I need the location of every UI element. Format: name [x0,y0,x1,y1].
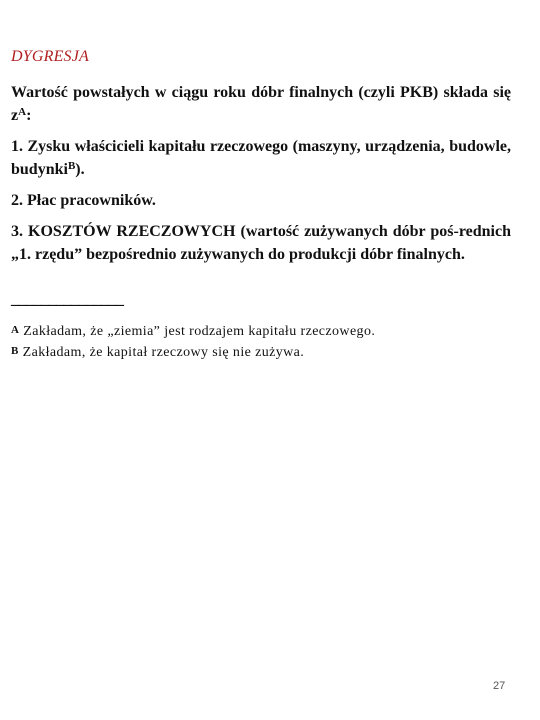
footnote-text: Zakładam, że kapitał rzeczowy się nie zużywa. [18,345,305,360]
list-item-text: 1. Zysku właścicieli kapitału rzeczowego (maszyny, urządzenia, budowle, budynki [11,138,511,178]
list-item-text: 2. Płac pracowników. [11,192,156,209]
footnote [11,341,521,363]
intro-text: Wartość powstałych w ciągu roku dóbr finalnych (czyli PKB) składa się z [11,84,511,124]
footnote-text: Zakładam, że „ziemia” jest rodzajem kapitału rzeczowego. [19,324,376,339]
footnote-separator: _______________ [11,291,124,308]
footnote [11,320,521,342]
list-item-text: 3. KOSZTÓW RZECZOWYCH (wartość zużywanych dóbr poś-rednich „1. rzędu” bezpośrednio zużywanych do produkcji dóbr finalnych. [11,223,511,263]
footnote-ref-b: B [67,160,76,172]
footnote-mark: B [11,345,19,357]
intro-paragraph [11,81,511,127]
footnote-ref-a: A [18,106,27,118]
list-item [11,189,511,212]
list-item-suffix: ). [75,161,85,178]
slide-title: DYGRESJA [11,48,90,65]
list-item [11,135,511,181]
intro-suffix: : [26,107,32,124]
footnote-mark: A [11,324,20,336]
page-number: 27 [493,680,506,692]
list-item [11,220,511,266]
